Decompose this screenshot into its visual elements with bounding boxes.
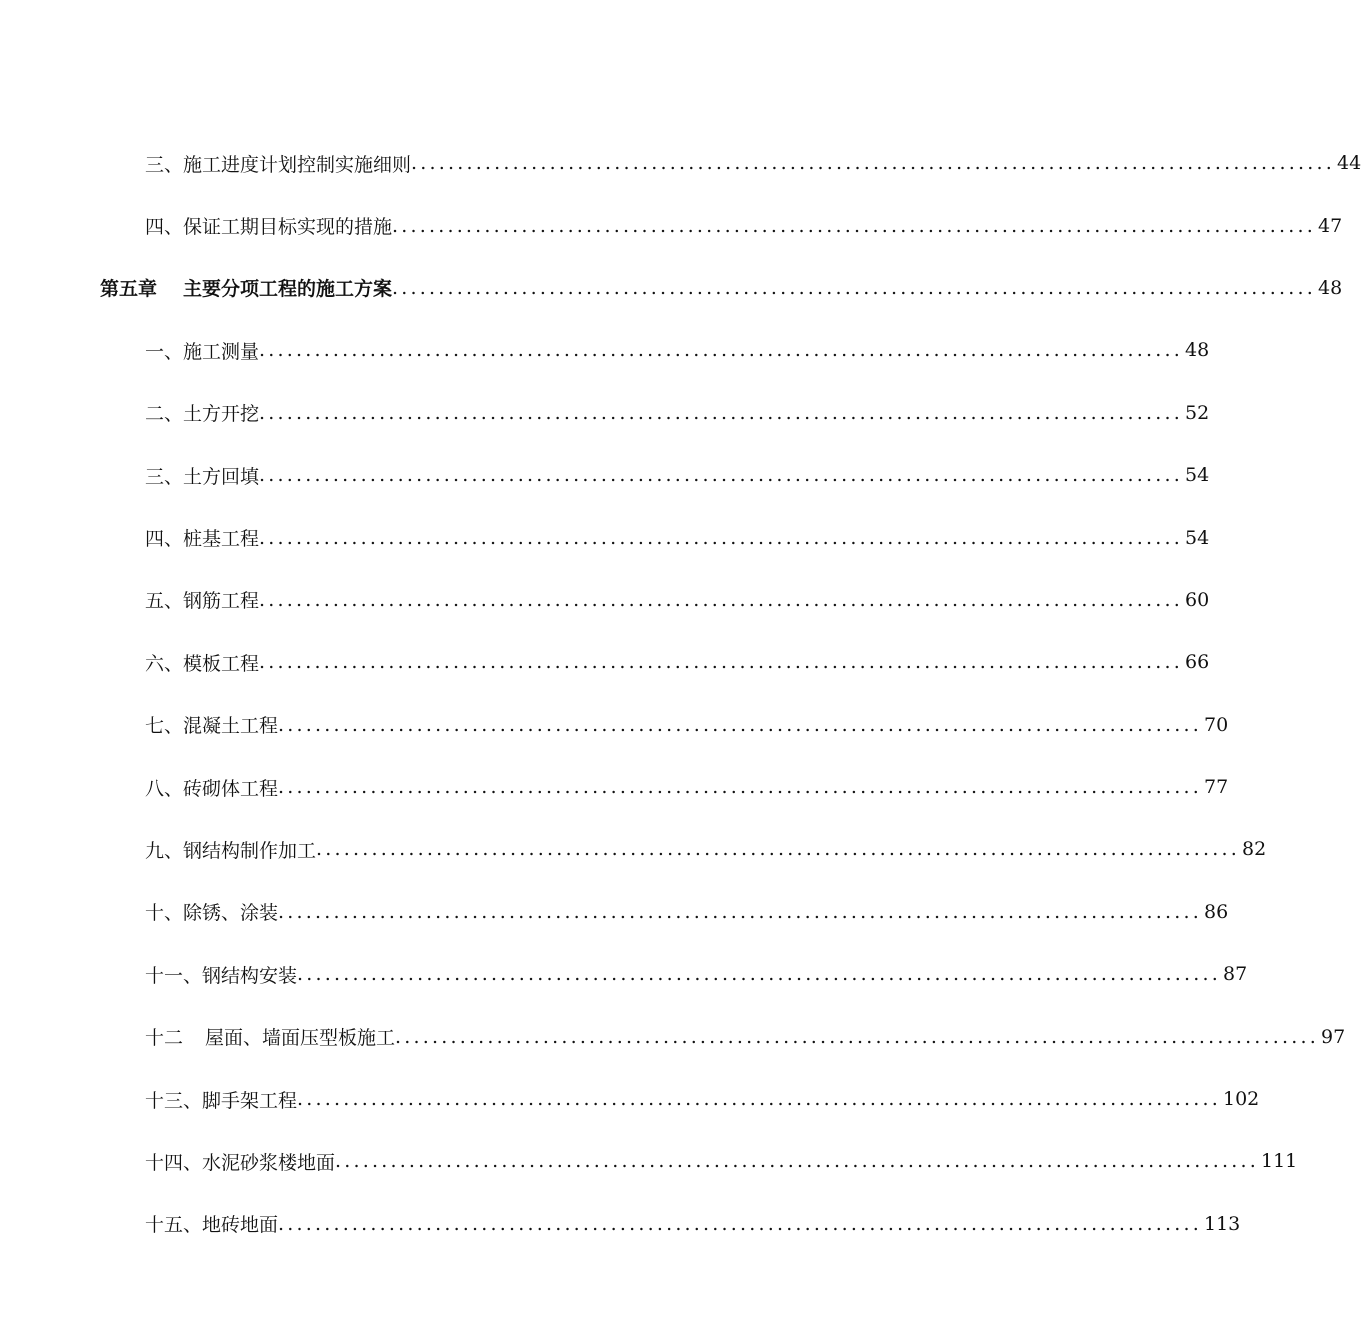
table-of-contents xyxy=(0,132,1361,1255)
toc-entry-title: 四、保证工期目标实现的措施 xyxy=(145,216,393,239)
toc-entry-title: 十三、脚手架工程 xyxy=(145,1089,298,1112)
toc-entry-page: 97 xyxy=(1321,1025,1346,1048)
toc-chapter-number: 第五章 xyxy=(100,278,158,301)
toc-chapter-heading xyxy=(100,274,392,301)
toc-entry-title: 六、模板工程 xyxy=(145,652,260,675)
toc-entry[interactable] xyxy=(0,444,1210,506)
toc-entry-title: 屋面、墙面压型板施工 xyxy=(205,1027,396,1050)
toc-entry-title: 十、除锈、涂装 xyxy=(145,902,279,925)
toc-entry-page: 77 xyxy=(1203,776,1229,799)
toc-entry-page: 87 xyxy=(1222,963,1248,986)
toc-dot-leader: .................................................................................................... xyxy=(335,1150,1259,1173)
toc-dot-leader: .................................................................................................... xyxy=(392,214,1316,237)
toc-entry[interactable] xyxy=(0,382,1210,444)
toc-dot-leader: .................................................................................................... xyxy=(278,713,1202,736)
toc-dot-leader: .................................................................................................... xyxy=(297,963,1221,986)
toc-entry[interactable] xyxy=(0,943,1248,1005)
toc-entry[interactable] xyxy=(0,319,1210,381)
toc-entry[interactable] xyxy=(0,1068,1260,1130)
toc-entry[interactable] xyxy=(0,506,1210,568)
toc-entry[interactable] xyxy=(0,1130,1298,1192)
toc-entry-title: 九、钢结构制作加工 xyxy=(145,839,317,862)
toc-entry[interactable] xyxy=(0,881,1229,943)
toc-entry-page: 44 xyxy=(1336,152,1361,175)
toc-dot-leader: .................................................................................................... xyxy=(395,1025,1319,1048)
toc-dot-leader: .................................................................................................... xyxy=(259,588,1183,611)
toc-dot-leader: .................................................................................................... xyxy=(259,464,1183,487)
toc-entry-page: 86 xyxy=(1203,900,1229,923)
toc-dot-leader: .................................................................................................... xyxy=(278,776,1202,799)
toc-entry-title: 七、混凝土工程 xyxy=(145,715,279,738)
toc-dot-leader: .................................................................................................... xyxy=(316,838,1240,861)
toc-dot-leader: .................................................................................................... xyxy=(278,1212,1202,1235)
toc-entry-page: 70 xyxy=(1203,713,1229,736)
toc-entry-title: 十五、地砖地面 xyxy=(145,1214,279,1237)
toc-dot-leader: .................................................................................................... xyxy=(411,152,1335,175)
toc-entry-page: 111 xyxy=(1260,1150,1298,1173)
toc-entry[interactable] xyxy=(0,694,1229,756)
toc-entry-page: 48 xyxy=(1184,339,1210,362)
toc-entry[interactable] xyxy=(0,756,1229,818)
toc-entry-page: 47 xyxy=(1317,214,1343,237)
toc-entry-page: 113 xyxy=(1203,1212,1241,1235)
toc-entry-heading xyxy=(145,1023,395,1050)
toc-dot-leader: .................................................................................................... xyxy=(259,526,1183,549)
toc-dot-leader: .................................................................................................... xyxy=(392,276,1316,299)
toc-entry[interactable] xyxy=(0,569,1210,631)
toc-dot-leader: .................................................................................................... xyxy=(297,1088,1221,1111)
toc-entry-page: 60 xyxy=(1184,588,1210,611)
toc-entry-number: 十二 xyxy=(145,1027,184,1050)
toc-entry-page: 54 xyxy=(1184,526,1210,549)
toc-entry-title: 一、施工测量 xyxy=(145,340,260,363)
toc-entry[interactable] xyxy=(0,1005,1346,1067)
toc-dot-leader: .................................................................................................... xyxy=(278,900,1202,923)
toc-entry-title: 八、砖砌体工程 xyxy=(145,777,279,800)
toc-entry[interactable] xyxy=(0,818,1267,880)
toc-dot-leader: .................................................................................................... xyxy=(259,339,1183,362)
toc-entry-title: 十一、钢结构安装 xyxy=(145,964,298,987)
toc-entry-title: 三、施工进度计划控制实施细则 xyxy=(145,153,412,176)
toc-dot-leader: .................................................................................................... xyxy=(259,651,1183,674)
toc-entry-page: 52 xyxy=(1184,401,1210,424)
toc-entry-page: 102 xyxy=(1222,1088,1260,1111)
toc-entry-title: 十四、水泥砂浆楼地面 xyxy=(145,1151,336,1174)
toc-chapter-entry[interactable] xyxy=(0,257,1343,319)
toc-entry-title: 二、土方开挖 xyxy=(145,403,260,426)
toc-entry-title: 三、土方回填 xyxy=(145,465,260,488)
toc-entry[interactable] xyxy=(0,194,1343,256)
toc-dot-leader: .................................................................................................... xyxy=(259,401,1183,424)
toc-entry-title: 四、桩基工程 xyxy=(145,528,260,551)
toc-entry-page: 48 xyxy=(1318,276,1343,299)
toc-entry[interactable] xyxy=(0,132,1361,194)
toc-entry-title: 五、钢筋工程 xyxy=(145,590,260,613)
toc-entry[interactable] xyxy=(0,1193,1241,1255)
toc-entry-page: 54 xyxy=(1184,464,1210,487)
toc-chapter-title: 主要分项工程的施工方案 xyxy=(183,278,393,301)
toc-entry-page: 66 xyxy=(1184,651,1210,674)
toc-entry-page: 82 xyxy=(1241,838,1267,861)
toc-entry[interactable] xyxy=(0,631,1210,693)
